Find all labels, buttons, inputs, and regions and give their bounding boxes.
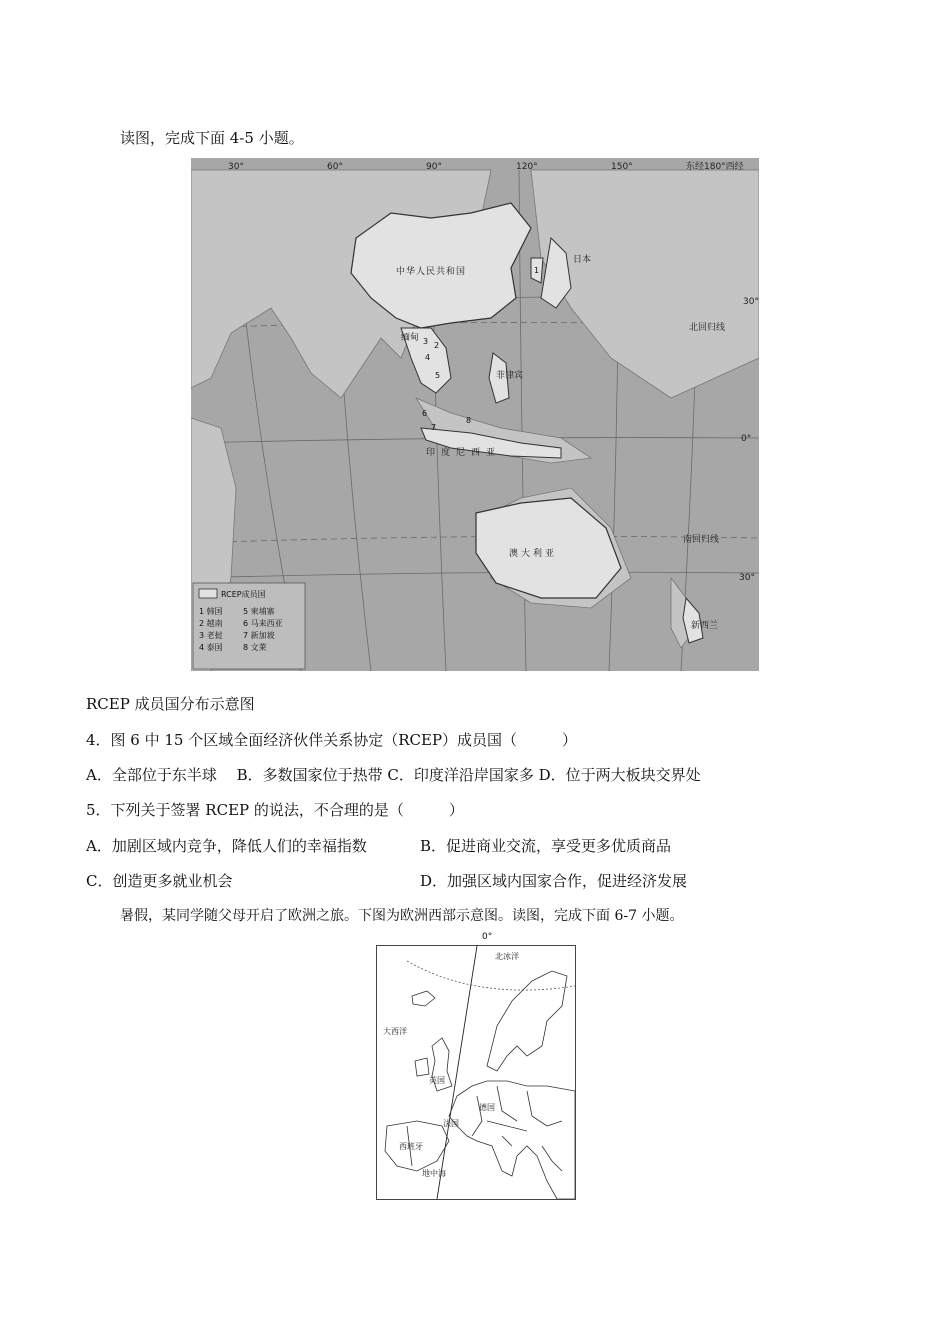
europe-map xyxy=(376,945,576,1200)
label-germany: 德国 xyxy=(479,1103,495,1112)
label-myanmar: 缅甸 xyxy=(401,333,420,343)
lat-label-0: 0° xyxy=(741,434,752,444)
lon-label-30: 30° xyxy=(228,162,244,172)
legend-item-8: 8 文莱 xyxy=(243,643,267,652)
legend-item-4: 4 泰国 xyxy=(199,643,223,652)
label-philippines: 菲律宾 xyxy=(496,371,524,381)
lon-label-120: 120° xyxy=(516,162,538,172)
legend-title: RCEP成员国 xyxy=(221,590,266,599)
q4-options: A．全部位于东半球 B．多数国家位于热带 C．印度洋沿岸国家多 D．位于两大板块交界处 xyxy=(86,766,701,784)
num-2: 2 xyxy=(434,341,440,350)
label-mediterranean: 地中海 xyxy=(422,1169,446,1178)
legend-item-2: 2 越南 xyxy=(199,619,223,628)
label-uk: 英国 xyxy=(429,1076,445,1085)
intro-text-2: 暑假，某同学随父母开启了欧洲之旅。下图为欧洲西部示意图。读图，完成下面 6-7 小题。 xyxy=(120,908,684,924)
legend-item-3: 3 老挝 xyxy=(199,631,223,640)
lat-label-30n: 30° xyxy=(743,297,759,307)
label-nz: 新西兰 xyxy=(691,621,719,631)
q5-option-b: B．促进商业交流，享受更多优质商品 xyxy=(420,837,672,855)
tropic-capricorn-label: 南回归线 xyxy=(683,535,720,545)
lat-label-30s: 30° xyxy=(739,573,755,583)
q5-option-c: C．创造更多就业机会 xyxy=(86,872,233,890)
intro-text-1: 读图，完成下面 4-5 小题。 xyxy=(120,129,304,147)
legend-item-5: 5 柬埔寨 xyxy=(243,607,275,616)
tropic-cancer-label: 北回归线 xyxy=(689,323,726,333)
num-1: 1 xyxy=(534,266,540,275)
q5-option-a: A．加剧区域内竞争，降低人们的幸福指数 xyxy=(86,837,367,855)
q4-stem: 4．图 6 中 15 个区域全面经济伙伴关系协定（RCEP）成员国（ ） xyxy=(86,731,578,749)
label-china: 中华人民共和国 xyxy=(396,267,467,277)
num-8: 8 xyxy=(466,416,472,425)
legend xyxy=(193,583,305,669)
lon-label-150: 150° xyxy=(611,162,633,172)
lon-label-60: 60° xyxy=(327,162,343,172)
rcep-map xyxy=(191,158,759,671)
lon-label-180: 东经180°西经 xyxy=(686,162,744,172)
num-5: 5 xyxy=(435,371,441,380)
legend-item-7: 7 新加坡 xyxy=(243,631,275,640)
num-4: 4 xyxy=(425,353,431,362)
label-japan: 日本 xyxy=(573,255,592,265)
map1-caption: RCEP 成员国分布示意图 xyxy=(86,695,255,713)
label-atlantic: 大西洋 xyxy=(383,1027,407,1036)
legend-item-6: 6 马来西亚 xyxy=(243,619,283,628)
label-spain: 西班牙 xyxy=(399,1142,423,1151)
label-indonesia: 印度尼西亚 xyxy=(426,448,502,458)
q5-option-d: D．加强区域内国家合作，促进经济发展 xyxy=(420,872,688,890)
num-7: 7 xyxy=(431,423,437,432)
label-france: 法国 xyxy=(443,1119,459,1128)
num-6: 6 xyxy=(422,409,428,418)
lon-label-90: 90° xyxy=(426,162,442,172)
num-3: 3 xyxy=(423,337,429,346)
legend-item-1: 1 韩国 xyxy=(199,607,223,616)
label-arctic-ocean: 北冰洋 xyxy=(495,952,519,961)
q5-stem: 5．下列关于签署 RCEP 的说法，不合理的是（ ） xyxy=(86,801,464,819)
legend-swatch xyxy=(199,589,217,598)
meridian-label: 0° xyxy=(482,932,493,942)
label-australia: 澳大利亚 xyxy=(509,549,558,559)
